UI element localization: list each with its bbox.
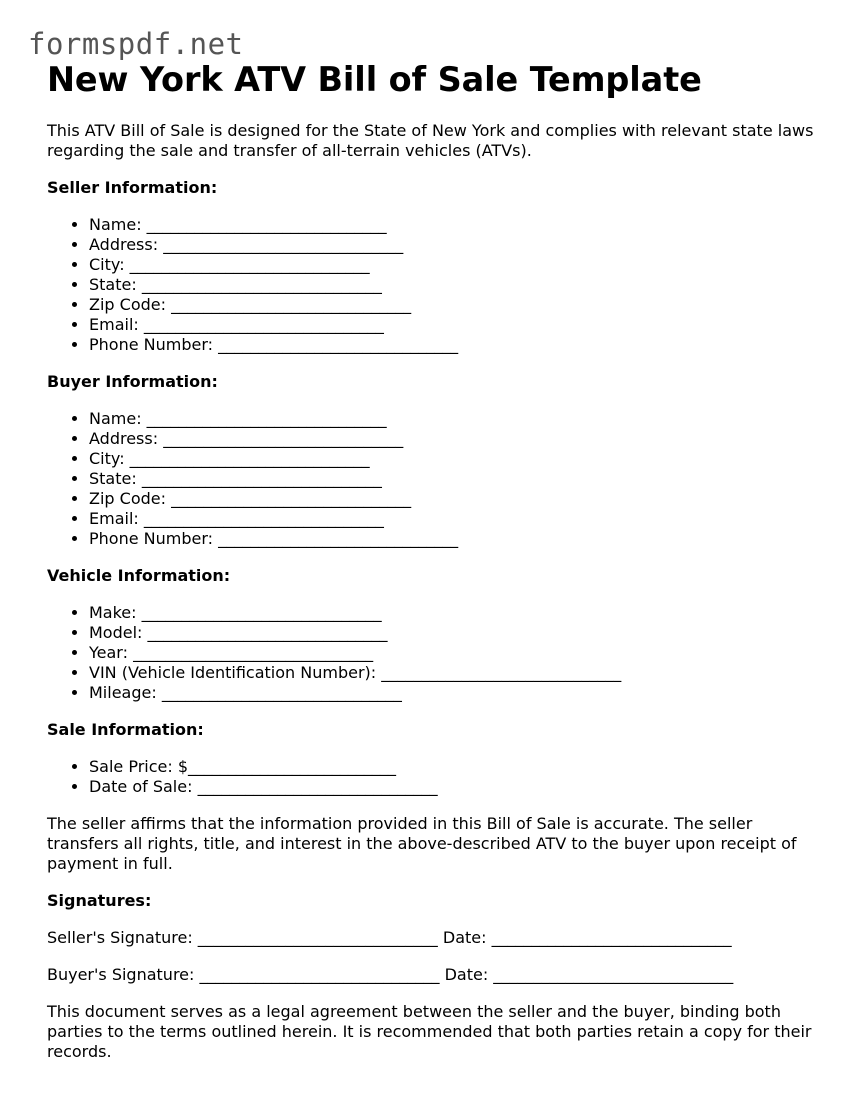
seller-zip-field: • Zip Code: ______________________________ [89,295,817,315]
vehicle-heading: Vehicle Information: [47,566,231,585]
vehicle-year-field: • Year: ______________________________ [89,643,817,663]
buyer-email-field: • Email: ______________________________ [89,509,817,529]
vehicle-model-field: • Model: ______________________________ [89,623,817,643]
signatures-heading: Signatures: [47,891,152,910]
buyer-address-field: • Address: ______________________________ [89,429,817,449]
page-title: New York ATV Bill of Sale Template [47,60,702,99]
intro-paragraph: This ATV Bill of Sale is designed for the State of New York and complies with relevant state laws regarding the sale and transfer of all-terrain vehicles (ATVs). [47,121,814,160]
seller-phone-field: • Phone Number: ______________________________ [89,335,817,355]
seller-name-field: • Name: ______________________________ [89,215,817,235]
watermark-logo: formspdf.net [28,27,244,61]
buyer-fields-list [47,409,817,549]
buyer-heading: Buyer Information: [47,372,218,391]
affirmation-paragraph: The seller affirms that the information provided in this Bill of Sale is accurate. The seller transfers all rights, title, and interest in the above-described ATV to the buyer upon receipt of payment in full. [47,814,797,873]
seller-signature-line: Seller's Signature: ______________________________ Date: ______________________________ [47,928,732,947]
seller-state-field: • State: ______________________________ [89,275,817,295]
sale-price-field: • Sale Price: $__________________________ [89,757,817,777]
vehicle-vin-field: • VIN (Vehicle Identification Number): ______________________________ [89,663,817,683]
sale-heading: Sale Information: [47,720,204,739]
vehicle-fields-list [47,603,817,703]
sale-date-field: • Date of Sale: ______________________________ [89,777,817,797]
buyer-zip-field: • Zip Code: ______________________________ [89,489,817,509]
seller-city-field: • City: ______________________________ [89,255,817,275]
seller-address-field: • Address: ______________________________ [89,235,817,255]
closing-paragraph: This document serves as a legal agreement between the seller and the buyer, binding both parties to the terms outlined herein. It is recommended that both parties retain a copy for their records. [47,1002,812,1061]
buyer-city-field: • City: ______________________________ [89,449,817,469]
vehicle-make-field: • Make: ______________________________ [89,603,817,623]
document-body [47,59,817,1062]
buyer-state-field: • State: ______________________________ [89,469,817,489]
seller-fields-list [47,215,817,355]
seller-email-field: • Email: ______________________________ [89,315,817,335]
seller-heading: Seller Information: [47,178,218,197]
buyer-signature-line: Buyer's Signature: ______________________________ Date: ______________________________ [47,965,734,984]
sale-fields-list [47,757,817,797]
buyer-name-field: • Name: ______________________________ [89,409,817,429]
vehicle-mileage-field: • Mileage: ______________________________ [89,683,817,703]
buyer-phone-field: • Phone Number: ______________________________ [89,529,817,549]
